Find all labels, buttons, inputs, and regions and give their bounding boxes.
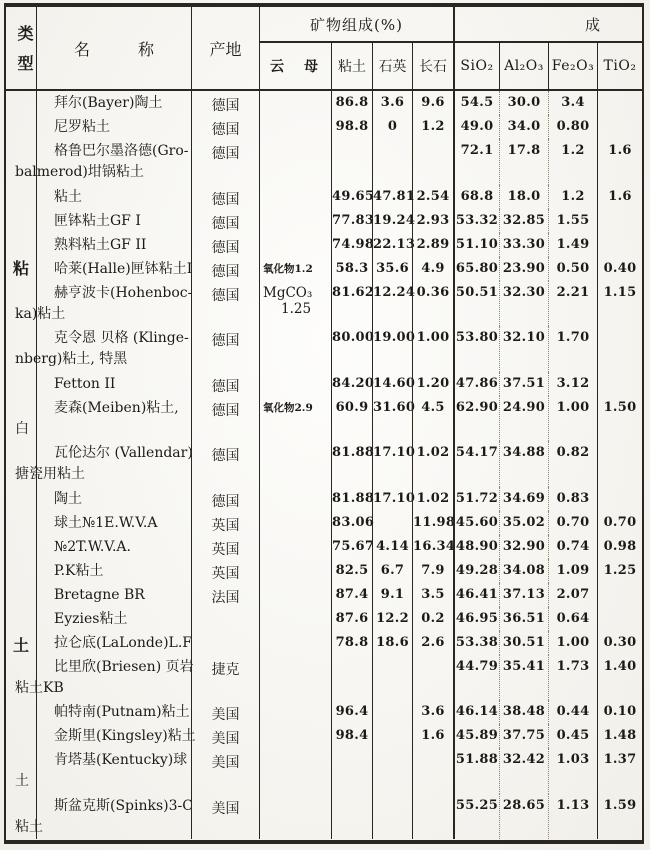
row10-origin: 德国 [191, 372, 259, 396]
row7-sio2: 65.80 [453, 257, 499, 281]
row12-clay: 81.88 [331, 441, 372, 487]
row5-name: 匣钵粘土GF I [36, 209, 191, 233]
row11-name: 麦森(Meiben)粘土, 白 [36, 396, 191, 442]
row1-fe2o3: 3.4 [548, 91, 597, 115]
row1-mica [259, 91, 331, 115]
row7-fe2o3: 0.50 [548, 257, 597, 281]
row2-fe2o3: 0.80 [548, 115, 597, 139]
row19-name: 拉仑底(LaLonde)L.F [36, 631, 191, 655]
row14-sio2: 45.60 [453, 511, 499, 535]
category-char: 土 [12, 636, 30, 656]
row13-feldspar: 1.02 [412, 487, 453, 511]
row7-mica: 氧化物1.2 [259, 257, 331, 281]
row6-name: 熟料粘土GF II [36, 233, 191, 257]
row15-clay: 75.67 [331, 535, 372, 559]
row1-sio2: 54.5 [453, 91, 499, 115]
row15-origin: 英国 [191, 535, 259, 559]
row18-name: Eyzies粘土 [36, 607, 191, 631]
row12-origin: 德国 [191, 441, 259, 487]
row15-fe2o3: 0.74 [548, 535, 597, 559]
row20-sio2: 44.79 [453, 655, 499, 701]
row18-clay: 87.6 [331, 607, 372, 631]
row2-quartz: 0 [372, 115, 412, 139]
row10-mica [259, 372, 331, 396]
row4-fe2o3: 1.2 [548, 185, 597, 209]
row22-name: 金斯里(Kingsley)粘土 [36, 724, 191, 748]
row3-feldspar [412, 139, 453, 185]
header-fe2o3: Fe₂O₃ [548, 43, 597, 91]
row4-mica [259, 185, 331, 209]
row10-sio2: 47.86 [453, 372, 499, 396]
row12-tio2 [597, 441, 642, 487]
row11-tio2: 1.50 [597, 396, 642, 442]
row18-tio2 [597, 607, 642, 631]
header-quartz: 石英 [372, 43, 412, 91]
row21-mica [259, 700, 331, 724]
row9-quartz: 19.00 [372, 326, 412, 372]
row19-feldspar: 2.6 [412, 631, 453, 655]
table-grid [6, 7, 642, 836]
row4-al2o3: 18.0 [499, 185, 548, 209]
row10-quartz: 14.60 [372, 372, 412, 396]
row12-al2o3: 34.88 [499, 441, 548, 487]
row17-clay: 87.4 [331, 583, 372, 607]
row5-fe2o3: 1.55 [548, 209, 597, 233]
row15-sio2: 48.90 [453, 535, 499, 559]
row14-mica [259, 511, 331, 535]
row8-clay: 81.62 [331, 281, 372, 327]
row23-feldspar [412, 748, 453, 794]
row4-sio2: 68.8 [453, 185, 499, 209]
row16-mica [259, 559, 331, 583]
row3-origin: 德国 [191, 139, 259, 185]
header-mineral-group: 矿物组成(%) [259, 7, 453, 43]
row8-tio2: 1.15 [597, 281, 642, 327]
row18-quartz: 12.2 [372, 607, 412, 631]
row12-mica [259, 441, 331, 487]
row18-mica [259, 607, 331, 631]
row4-name: 粘土 [36, 185, 191, 209]
row7-quartz: 35.6 [372, 257, 412, 281]
row11-sio2: 62.90 [453, 396, 499, 442]
row11-fe2o3: 1.00 [548, 396, 597, 442]
row8-feldspar: 0.36 [412, 281, 453, 327]
row22-al2o3: 37.75 [499, 724, 548, 748]
row23-origin: 美国 [191, 748, 259, 794]
row9-origin: 德国 [191, 326, 259, 372]
row16-feldspar: 7.9 [412, 559, 453, 583]
header-clay: 粘土 [331, 43, 372, 91]
row9-fe2o3: 1.70 [548, 326, 597, 372]
row19-origin [191, 631, 259, 655]
row4-tio2: 1.6 [597, 185, 642, 209]
row24-feldspar [412, 794, 453, 840]
row24-name: 斯盆克斯(Spinks)3-C 粘土 [36, 794, 191, 840]
row21-quartz [372, 700, 412, 724]
row14-origin: 英国 [191, 511, 259, 535]
row5-feldspar: 2.93 [412, 209, 453, 233]
row16-al2o3: 34.08 [499, 559, 548, 583]
header-mica: 云 母 [259, 43, 331, 91]
row10-al2o3: 37.51 [499, 372, 548, 396]
row11-al2o3: 24.90 [499, 396, 548, 442]
header-origin-column: 产地 [191, 7, 259, 91]
row22-quartz [372, 724, 412, 748]
row2-al2o3: 34.0 [499, 115, 548, 139]
row17-origin: 法国 [191, 583, 259, 607]
row18-sio2: 46.95 [453, 607, 499, 631]
row7-name: 哈莱(Halle)匣钵粘土I [36, 257, 191, 281]
header-feldspar: 长石 [412, 43, 453, 91]
row20-fe2o3: 1.73 [548, 655, 597, 701]
row5-mica [259, 209, 331, 233]
row2-sio2: 49.0 [453, 115, 499, 139]
row22-tio2: 1.48 [597, 724, 642, 748]
row13-quartz: 17.10 [372, 487, 412, 511]
row21-sio2: 46.14 [453, 700, 499, 724]
row14-feldspar: 11.98 [412, 511, 453, 535]
row6-tio2 [597, 233, 642, 257]
row23-mica [259, 748, 331, 794]
row20-mica [259, 655, 331, 701]
row10-feldspar: 1.20 [412, 372, 453, 396]
row23-tio2: 1.37 [597, 748, 642, 794]
row24-quartz [372, 794, 412, 840]
row24-clay [331, 794, 372, 840]
row1-tio2 [597, 91, 642, 115]
row3-quartz [372, 139, 412, 185]
row23-quartz [372, 748, 412, 794]
row8-fe2o3: 2.21 [548, 281, 597, 327]
row22-origin: 美国 [191, 724, 259, 748]
row13-mica [259, 487, 331, 511]
row7-clay: 58.3 [331, 257, 372, 281]
row13-fe2o3: 0.83 [548, 487, 597, 511]
row11-feldspar: 4.5 [412, 396, 453, 442]
row18-al2o3: 36.51 [499, 607, 548, 631]
row2-name: 尼罗粘土 [36, 115, 191, 139]
row10-name: Fetton II [36, 372, 191, 396]
row1-name: 拜尔(Bayer)陶土 [36, 91, 191, 115]
row14-quartz [372, 511, 412, 535]
row1-al2o3: 30.0 [499, 91, 548, 115]
row20-al2o3: 35.41 [499, 655, 548, 701]
row9-sio2: 53.80 [453, 326, 499, 372]
row7-al2o3: 23.90 [499, 257, 548, 281]
row17-mica [259, 583, 331, 607]
row14-clay: 83.06 [331, 511, 372, 535]
row6-al2o3: 33.30 [499, 233, 548, 257]
row17-quartz: 9.1 [372, 583, 412, 607]
row6-fe2o3: 1.49 [548, 233, 597, 257]
row3-name: 格鲁巴尔墨洛德(Gro- balmerod)坩锅粘土 [36, 139, 191, 185]
header-name-column: 名 称 [36, 7, 191, 91]
row19-al2o3: 30.51 [499, 631, 548, 655]
row9-al2o3: 32.10 [499, 326, 548, 372]
row10-tio2 [597, 372, 642, 396]
row11-quartz: 31.60 [372, 396, 412, 442]
row9-tio2 [597, 326, 642, 372]
row14-name: 球土№1E.W.V.A [36, 511, 191, 535]
row21-feldspar: 3.6 [412, 700, 453, 724]
row6-sio2: 51.10 [453, 233, 499, 257]
row12-fe2o3: 0.82 [548, 441, 597, 487]
row22-feldspar: 1.6 [412, 724, 453, 748]
row3-mica [259, 139, 331, 185]
row17-name: Bretagne BR [36, 583, 191, 607]
row8-origin: 德国 [191, 281, 259, 327]
row23-al2o3: 32.42 [499, 748, 548, 794]
row17-al2o3: 37.13 [499, 583, 548, 607]
row18-feldspar: 0.2 [412, 607, 453, 631]
row4-origin: 德国 [191, 185, 259, 209]
row24-origin: 美国 [191, 794, 259, 840]
row17-fe2o3: 2.07 [548, 583, 597, 607]
row8-quartz: 12.24 [372, 281, 412, 327]
row21-al2o3: 38.48 [499, 700, 548, 724]
row22-sio2: 45.89 [453, 724, 499, 748]
row13-sio2: 51.72 [453, 487, 499, 511]
row15-al2o3: 32.90 [499, 535, 548, 559]
header-tio2: TiO₂ [597, 43, 642, 91]
row21-clay: 96.4 [331, 700, 372, 724]
row12-sio2: 54.17 [453, 441, 499, 487]
row14-tio2: 0.70 [597, 511, 642, 535]
row15-feldspar: 16.34 [412, 535, 453, 559]
row22-mica [259, 724, 331, 748]
row7-tio2: 0.40 [597, 257, 642, 281]
row2-clay: 98.8 [331, 115, 372, 139]
row5-sio2: 53.32 [453, 209, 499, 233]
row24-fe2o3: 1.13 [548, 794, 597, 840]
row24-tio2: 1.59 [597, 794, 642, 840]
header-composition-group: 成 [453, 7, 642, 43]
header-sio2: SiO₂ [453, 43, 499, 91]
row20-origin: 捷克 [191, 655, 259, 701]
row19-clay: 78.8 [331, 631, 372, 655]
row20-clay [331, 655, 372, 701]
row3-clay [331, 139, 372, 185]
row13-tio2 [597, 487, 642, 511]
row14-fe2o3: 0.70 [548, 511, 597, 535]
row1-feldspar: 9.6 [412, 91, 453, 115]
row14-al2o3: 35.02 [499, 511, 548, 535]
category-char: 粘 [12, 258, 30, 278]
row22-clay: 98.4 [331, 724, 372, 748]
row7-feldspar: 4.9 [412, 257, 453, 281]
row21-origin: 美国 [191, 700, 259, 724]
row21-fe2o3: 0.44 [548, 700, 597, 724]
row6-origin: 德国 [191, 233, 259, 257]
table-frame [4, 3, 644, 844]
row13-al2o3: 34.69 [499, 487, 548, 511]
row5-clay: 77.83 [331, 209, 372, 233]
row23-sio2: 51.88 [453, 748, 499, 794]
row23-name: 肯塔基(Kentucky)球 土 [36, 748, 191, 794]
row8-name: 赫亨波卡(Hohenboc- ka)粘土 [36, 281, 191, 327]
row24-sio2: 55.25 [453, 794, 499, 840]
header-type-column: 类型 [6, 7, 36, 91]
row11-origin: 德国 [191, 396, 259, 442]
row11-mica: 氧化物2.9 [259, 396, 331, 442]
row13-name: 陶土 [36, 487, 191, 511]
row10-fe2o3: 3.12 [548, 372, 597, 396]
row3-al2o3: 17.8 [499, 139, 548, 185]
row2-feldspar: 1.2 [412, 115, 453, 139]
row2-tio2 [597, 115, 642, 139]
row7-origin: 德国 [191, 257, 259, 281]
row1-origin: 德国 [191, 91, 259, 115]
row2-origin: 德国 [191, 115, 259, 139]
row24-al2o3: 28.65 [499, 794, 548, 840]
header-al2o3: Al₂O₃ [499, 43, 548, 91]
row6-clay: 74.98 [331, 233, 372, 257]
row19-fe2o3: 1.00 [548, 631, 597, 655]
row20-tio2: 1.40 [597, 655, 642, 701]
row19-quartz: 18.6 [372, 631, 412, 655]
row3-tio2: 1.6 [597, 139, 642, 185]
row6-feldspar: 2.89 [412, 233, 453, 257]
row9-mica [259, 326, 331, 372]
row16-tio2: 1.25 [597, 559, 642, 583]
row17-tio2 [597, 583, 642, 607]
row8-sio2: 50.51 [453, 281, 499, 327]
row13-origin: 德国 [191, 487, 259, 511]
row16-clay: 82.5 [331, 559, 372, 583]
row16-sio2: 49.28 [453, 559, 499, 583]
row18-fe2o3: 0.64 [548, 607, 597, 631]
row6-quartz: 22.13 [372, 233, 412, 257]
row5-al2o3: 32.85 [499, 209, 548, 233]
row3-fe2o3: 1.2 [548, 139, 597, 185]
row5-quartz: 19.24 [372, 209, 412, 233]
row11-clay: 60.9 [331, 396, 372, 442]
row24-mica [259, 794, 331, 840]
row23-fe2o3: 1.03 [548, 748, 597, 794]
row1-clay: 86.8 [331, 91, 372, 115]
row21-name: 帕特南(Putnam)粘土 [36, 700, 191, 724]
row23-clay [331, 748, 372, 794]
row5-tio2 [597, 209, 642, 233]
row20-name: 比里欣(Briesen) 页岩 粘土KB [36, 655, 191, 701]
row21-tio2: 0.10 [597, 700, 642, 724]
row16-name: P.K粘土 [36, 559, 191, 583]
row12-name: 瓦伦达尔 (Vallendar) 搪瓷用粘土 [36, 441, 191, 487]
row13-clay: 81.88 [331, 487, 372, 511]
row12-feldspar: 1.02 [412, 441, 453, 487]
row16-origin: 英国 [191, 559, 259, 583]
row9-name: 克令恩 贝格 (Klinge- nberg)粘土, 特黑 [36, 326, 191, 372]
row4-quartz: 47.81 [372, 185, 412, 209]
row3-sio2: 72.1 [453, 139, 499, 185]
row20-feldspar [412, 655, 453, 701]
row17-feldspar: 3.5 [412, 583, 453, 607]
row1-quartz: 3.6 [372, 91, 412, 115]
row22-fe2o3: 0.45 [548, 724, 597, 748]
row9-feldspar: 1.00 [412, 326, 453, 372]
row6-mica [259, 233, 331, 257]
row12-quartz: 17.10 [372, 441, 412, 487]
row4-feldspar: 2.54 [412, 185, 453, 209]
row15-name: №2T.W.V.A. [36, 535, 191, 559]
row10-clay: 84.20 [331, 372, 372, 396]
row17-sio2: 46.41 [453, 583, 499, 607]
row15-mica [259, 535, 331, 559]
row8-mica: MgCO₃ 1.25 [259, 281, 331, 327]
row15-quartz: 4.14 [372, 535, 412, 559]
row16-quartz: 6.7 [372, 559, 412, 583]
row9-clay: 80.00 [331, 326, 372, 372]
row19-sio2: 53.38 [453, 631, 499, 655]
row16-fe2o3: 1.09 [548, 559, 597, 583]
row19-mica [259, 631, 331, 655]
row18-origin [191, 607, 259, 631]
row15-tio2: 0.98 [597, 535, 642, 559]
row20-quartz [372, 655, 412, 701]
row8-al2o3: 32.30 [499, 281, 548, 327]
row5-origin: 德国 [191, 209, 259, 233]
row4-clay: 49.65 [331, 185, 372, 209]
row2-mica [259, 115, 331, 139]
row19-tio2: 0.30 [597, 631, 642, 655]
